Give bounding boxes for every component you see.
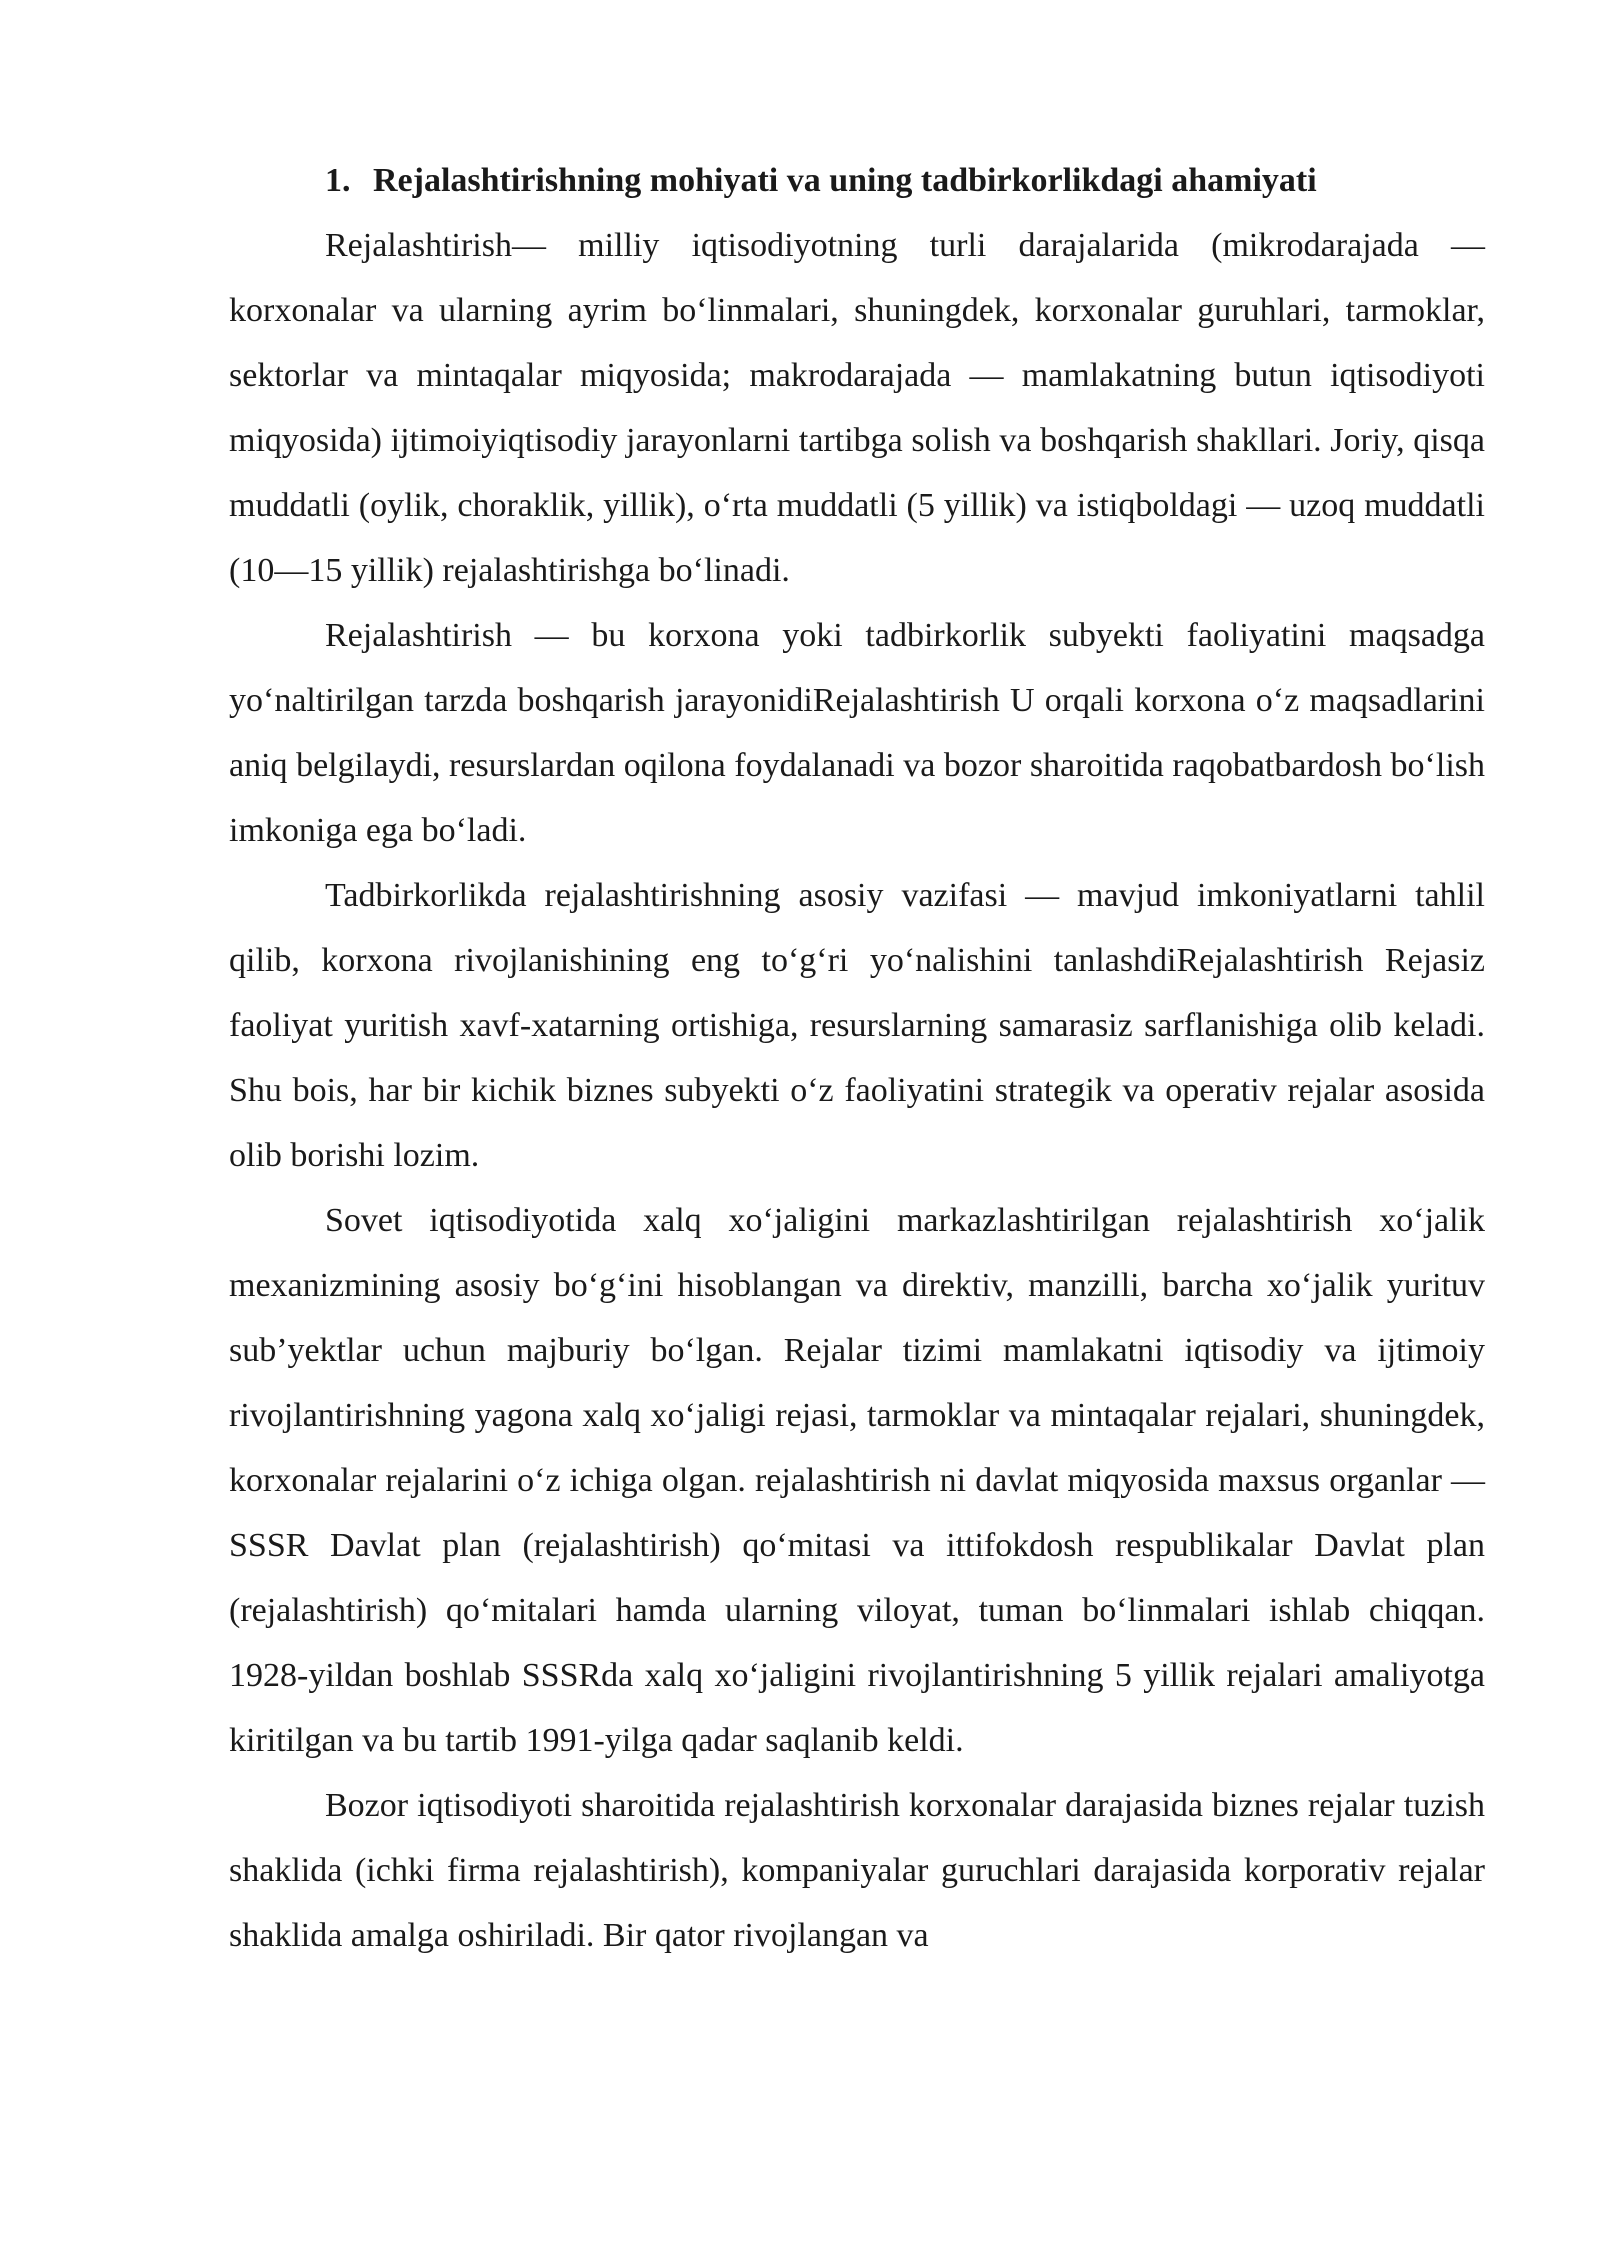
paragraph-definition: Rejalashtirish— milliy iqtisodiyotning turli darajalarida (mikrodarajada — korxonalar va ularning ayrim boʻlinmalari, shuningdek, korxonalar guruhlari, tarmoklar, sektorlar va mintaqalar miqyosida; makrodarajada — mamlakatning butun iqtisodiyoti miqyosida) ijtimoiyiqtisodiy jarayonlarni tartibga solish va boshqarish shakllari. Joriy, qisqa muddatli (oylik, choraklik, yillik), oʻrta muddatli (5 yillik) va istiqboldagi — uzoq muddatli (10—15 yillik) rejalashtirishga boʻlinadi.	[229, 227, 1485, 589]
paragraph-main-task: Tadbirkorlikda rejalashtirishning asosiy vazifasi — mavjud imkoniyatlarni tahlil qilib, korxona rivojlanishining eng toʻgʻri yoʻnalishini tanlashdiRejalashtirish Rejasiz faoliyat yuritish xavf-xatarning ortishiga, resurslarning samarasiz sarflanishiga olib keladi. Shu bois, har bir kichik biznes subyekti oʻz faoliyatini strategik va operativ rejalar asosida olib borishi lozim.	[229, 877, 1485, 1174]
section-heading	[229, 148, 1485, 213]
paragraph-market-economy: Bozor iqtisodiyoti sharoitida rejalashtirish korxonalar darajasida biznes rejalar tuzish shaklida (ichki firma rejalashtirish), kompaniyalar guruchlari darajasida korporativ rejalar shaklida amalga oshiriladi. Bir qator rivojlangan va	[229, 1787, 1485, 1954]
document-body	[229, 148, 1485, 1968]
paragraph-management: Rejalashtirish — bu korxona yoki tadbirkorlik subyekti faoliyatini maqsadga yoʻnaltirilgan tarzda boshqarish jarayonidiRejalashtirish U orqali korxona oʻz maqsadlarini aniq belgilaydi, resurslardan oqilona foydalanadi va bozor sharoitida raqobatbardosh boʻlish imkoniga ega boʻladi.	[229, 617, 1485, 849]
section-number: 1.	[325, 162, 351, 199]
paragraph-soviet-economy: Sovet iqtisodiyotida xalq xoʻjaligini markazlashtirilgan rejalashtirish xoʻjalik mexanizmining asosiy boʻgʻini hisoblangan va direktiv, manzilli, barcha xoʻjalik yurituv sub’yektlar uchun majburiy boʻlgan. Rejalar tizimi mamlakatni iqtisodiy va ijtimoiy rivojlantirishning yagona xalq xoʻjaligi rejasi, tarmoklar va mintaqalar rejalari, shuningdek, korxonalar rejalarini oʻz ichiga olgan. rejalashtirish ni davlat miqyosida maxsus organlar — SSSR Davlat plan (rejalashtirish) qoʻmitasi va ittifokdosh respublikalar Davlat plan (rejalashtirish) qoʻmitalari hamda ularning viloyat, tuman boʻlinmalari ishlab chiqqan. 1928-yildan boshlab SSSRda xalq xoʻjaligini rivojlantirishning 5 yillik rejalari amaliyotga kiritilgan va bu tartib 1991-yilga qadar saqlanib keldi.	[229, 1202, 1485, 1759]
section-title: Rejalashtirishning mohiyati va uning tadbirkorlikdagi ahamiyati	[373, 162, 1317, 199]
